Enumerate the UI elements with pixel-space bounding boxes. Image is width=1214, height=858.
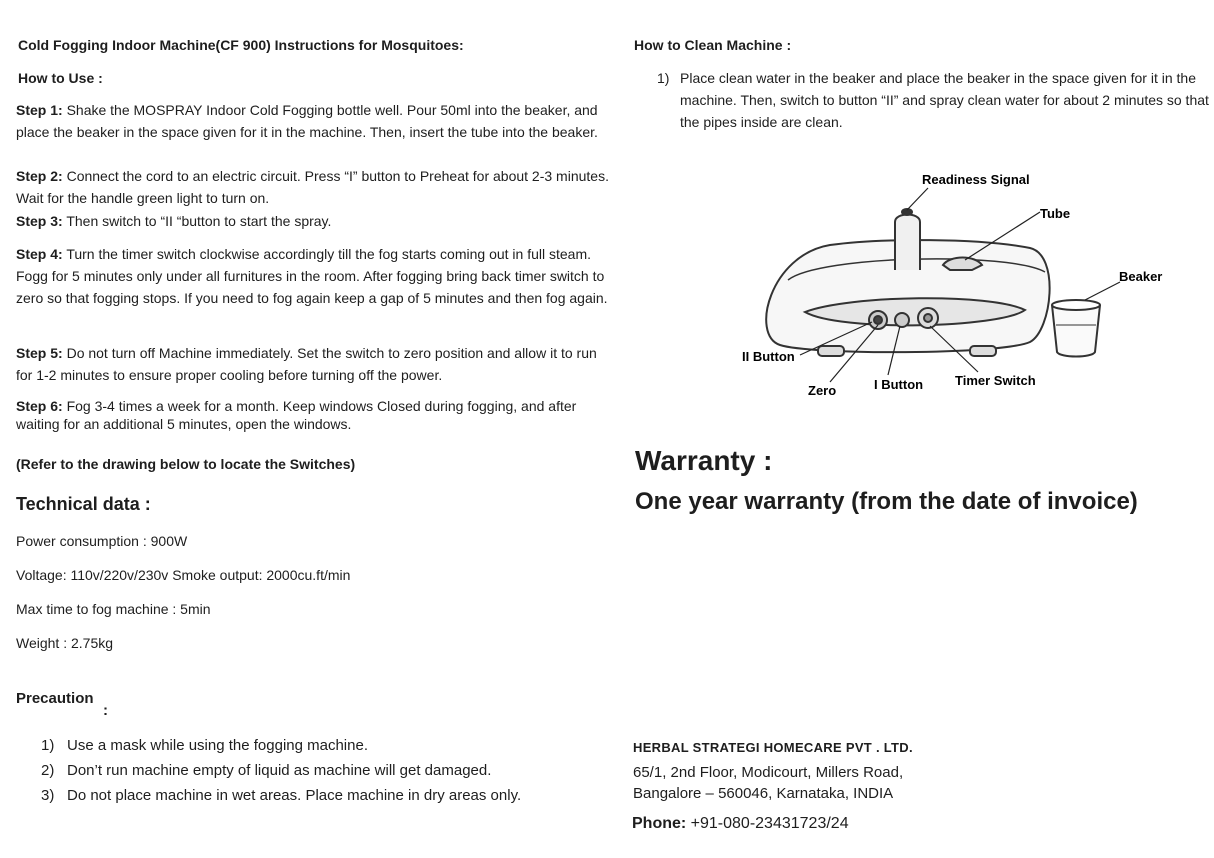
step-text: Shake the MOSPRAY Indoor Cold Fogging bottle well. Pour 50ml into the beaker, and place the beaker in the space given for it in the machine. Then, insert the tube into the beaker.	[16, 102, 598, 140]
address-line: 65/1, 2nd Floor, Modicourt, Millers Road,	[633, 764, 904, 781]
step-text: Turn the timer switch clockwise accordingly till the fog starts coming out in full steam. Fogg for 5 minutes only under all furnitures in the room. After fogging bring back timer switch to zero so that fogging stops. If you need to fog again keep a gap of 5 minutes and then fog again.	[16, 246, 608, 306]
beaker	[1052, 305, 1100, 357]
machine-handle	[895, 215, 920, 271]
step-label: Step 1:	[16, 102, 63, 118]
step-3	[16, 210, 616, 232]
label-ii-button: II Button	[742, 349, 795, 364]
machine-foot	[818, 346, 844, 356]
precaution-text: Use a mask while using the fogging machine.	[67, 737, 368, 754]
label-readiness-signal: Readiness Signal	[922, 172, 1030, 187]
step-4	[16, 243, 616, 309]
step-label: Step 3:	[16, 213, 63, 229]
company-name: HERBAL STRATEGI HOMECARE PVT . LTD.	[633, 740, 913, 755]
label-beaker: Beaker	[1119, 269, 1163, 284]
refer-note: (Refer to the drawing below to locate the Switches)	[16, 456, 356, 472]
tube-opening	[943, 258, 982, 271]
label-tube: Tube	[1040, 206, 1071, 221]
fogging-machine-diagram	[700, 160, 1170, 400]
ii-button-center	[874, 316, 882, 324]
list-number: 3)	[41, 787, 55, 804]
precaution-heading: Precaution	[16, 690, 94, 707]
step-6	[16, 397, 616, 433]
label-zero: Zero	[808, 383, 837, 398]
step-label: Step 4:	[16, 246, 63, 262]
step-5	[16, 342, 616, 386]
machine-foot	[970, 346, 996, 356]
step-label: Step 5:	[16, 345, 63, 361]
leader-beaker	[1085, 282, 1120, 300]
step-text: Connect the cord to an electric circuit. Press “I” button to Preheat for about 2-3 minutes. Wait for the handle green light to turn on.	[16, 168, 609, 206]
tech-voltage: Voltage: 110v/220v/230v Smoke output: 2000cu.ft/min	[16, 567, 351, 583]
warranty-heading: Warranty :	[635, 445, 773, 476]
step-label: Step 6:	[16, 398, 63, 414]
step-text: Then switch to “II “button to start the spray.	[62, 213, 332, 229]
document-title: Cold Fogging Indoor Machine(CF 900) Instructions for Mosquitoes:	[18, 37, 464, 53]
precaution-colon: :	[103, 702, 108, 719]
list-number: 1)	[657, 70, 670, 86]
step-text: Do not turn off Machine immediately. Set the switch to zero position and allow it to run for 1-2 minutes to ensure proper cooling before turning off the power.	[16, 345, 597, 383]
step-2	[16, 165, 616, 209]
tech-max-time: Max time to fog machine : 5min	[16, 601, 211, 617]
technical-data-heading: Technical data :	[16, 494, 151, 514]
label-i-button: I Button	[874, 377, 924, 392]
step-text: Fog 3-4 times a week for a month. Keep windows Closed during fogging, and after waiting for an additional 5 minutes, open the windows.	[16, 398, 577, 432]
precaution-text: Do not place machine in wet areas. Place machine in dry areas only.	[67, 787, 522, 804]
beaker-rim	[1052, 300, 1100, 310]
list-number: 2)	[41, 762, 55, 779]
clean-step-text: Place clean water in the beaker and place the beaker in the space given for it in the machine. Then, switch to button “II” and spray clean water for about 2 minutes so that the pipes inside are clean.	[680, 70, 1209, 130]
list-number: 1)	[41, 737, 55, 754]
step-label: Step 2:	[16, 168, 63, 184]
how-to-use-heading: How to Use :	[18, 70, 103, 86]
label-timer-switch: Timer Switch	[955, 373, 1036, 388]
precaution-item	[41, 787, 521, 804]
timer-knob-center	[924, 314, 932, 322]
phone	[632, 815, 849, 833]
warranty-text: One year warranty (from the date of invoice)	[635, 488, 1138, 515]
i-button-knob	[895, 313, 909, 327]
tech-power: Power consumption : 900W	[16, 533, 188, 549]
precaution-item	[41, 737, 368, 754]
precaution-item	[41, 762, 491, 779]
leader-readiness	[907, 188, 928, 210]
clean-step	[657, 67, 1214, 133]
precaution-text: Don’t run machine empty of liquid as machine will get damaged.	[67, 762, 492, 779]
clean-heading: How to Clean Machine :	[634, 37, 792, 53]
phone-label: Phone:	[632, 815, 687, 832]
step-1	[16, 99, 616, 143]
address-line: Bangalore – 560046, Karnataka, INDIA	[633, 785, 894, 802]
tech-weight: Weight : 2.75kg	[16, 635, 114, 651]
phone-number: +91-080-23431723/24	[686, 815, 849, 832]
